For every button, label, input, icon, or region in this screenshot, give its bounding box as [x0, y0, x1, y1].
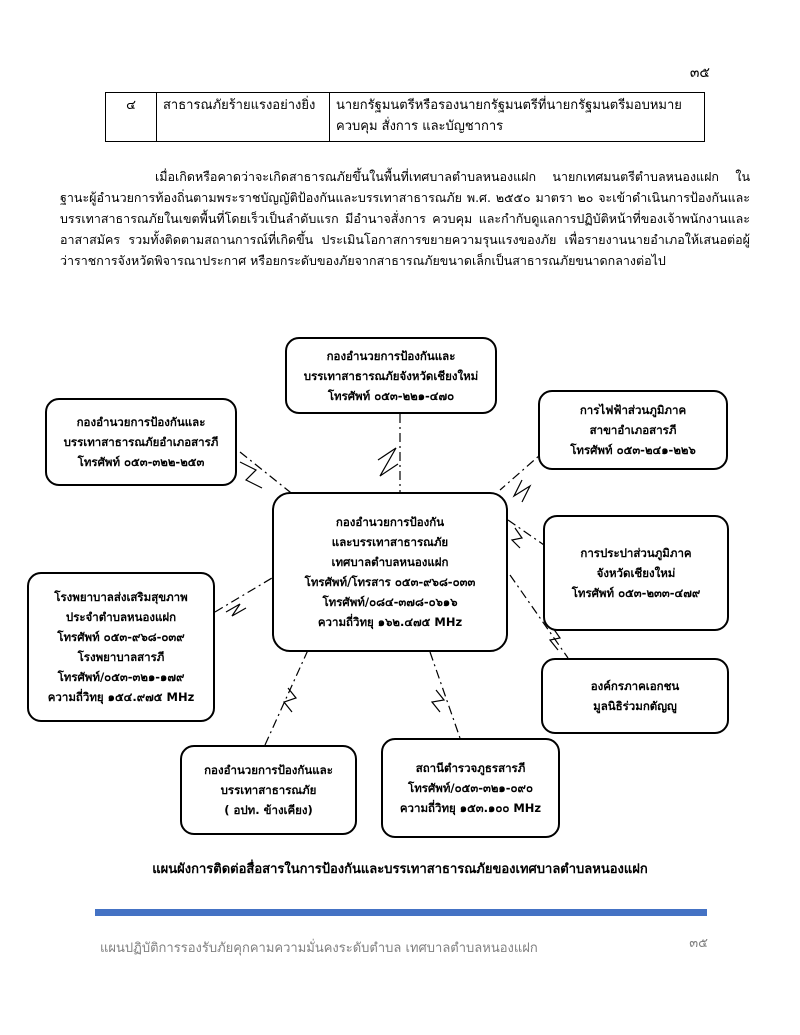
connector-bottom: [430, 652, 460, 738]
zigzag-top-right: [514, 480, 530, 502]
diagram-caption: แผนผังการติดต่อสื่อสารในการป้องกันและบรรเทาสาธารณภัยของเทศบาลตำบลหนองแฝก: [152, 862, 648, 877]
zigzag-bottom-left: [284, 688, 296, 712]
footer-page-number: ๓๕: [689, 936, 708, 951]
zigzag-bottom: [432, 690, 444, 712]
paragraph-text: เมื่อเกิดหรือคาดว่าจะเกิดสาธารณภัยขึ้นในพื้นที่เทศบาลตำบลหนองแฝก นายกเทศมนตรีตำบลหนองแฝก ในฐานะผู้อำนวยการท้องถิ่นตามพระราชบัญญัติป้องกันและบรรเทาสาธารณภัย พ.ศ. ๒๕๕๐ มาตรา ๒๐ จะเข้าดำเนินการป้องกันและบรรเทาสาธารณภัยในเขตพื้นที่โดยเร็วเป็นลำดับแรก มีอำนาจสั่งการ ควบคุม และกำกับดูแลการปฏิบัติหน้าที่ของเจ้าพนักงานและอาสาสมัคร รวมทั้งติดตามสถานการณ์ที่เกิดขึ้น ประเมินโอกาสการขยายความรุนแรงของภัย เพื่อรายงานนายอำเภอให้เสนอต่อผู้ว่าราชการจังหวัดพิจารณาประกาศ หรือยกระดับของภัยจากสาธารณภัยขนาดเล็กเป็นสาธารณภัยขนาดกลางต่อไป: [60, 169, 750, 268]
row-level: สาธารณภัยร้ายแรงอย่างยิ่ง: [157, 93, 330, 142]
box-municipal-center: กองอำนวยการป้องกัน และบรรเทาสาธารณภัย เทศบาลตำบลหนองแฝก โทรศัพท์/โทรสาร ๐๕๓-๙๖๘-๐๓๓ โทรศัพท์/๐๘๔-๓๗๘-๐๖๑๖ ความถี่วิทยุ ๑๖๒.๔๗๕ MHz: [272, 492, 508, 652]
box-private-foundation: องค์กรภาคเอกชน มูลนิธิร่วมกตัญญู: [541, 658, 729, 734]
connector-bottom-left: [265, 650, 308, 745]
box-hospitals: โรงพยาบาลส่งเสริมสุขภาพ ประจำตำบลหนองแฝก โทรศัพท์ ๐๕๓-๙๖๘-๐๓๙ โรงพยาบาลสารภี โทรศัพท์/๐๕๓-๓๒๑-๑๗๙ ความถี่วิทยุ ๑๕๔.๙๗๕ MHz: [27, 572, 215, 722]
page-number: ๓๕: [689, 65, 710, 81]
zigzag-bottom-right: [550, 628, 560, 650]
zigzag-top-left: [240, 462, 262, 488]
zigzag-left: [226, 604, 246, 616]
box-police-station: สถานีตำรวจภูธรสารภี โทรศัพท์/๐๕๓-๓๒๑-๐๙๐ ความถี่วิทยุ ๑๕๓.๑๐๐ MHz: [381, 738, 560, 838]
row-description: นายกรัฐมนตรีหรือรองนายกรัฐมนตรีที่นายกรัฐมนตรีมอบหมาย ควบคุม สั่งการ และบัญชาการ: [330, 93, 705, 142]
row-number: ๔: [106, 93, 157, 142]
box-waterworks: การประปาส่วนภูมิภาค จังหวัดเชียงใหม่ โทรศัพท์ ๐๕๓-๒๓๓-๔๗๙: [543, 515, 729, 631]
box-provincial-center: กองอำนวยการป้องกันและ บรรเทาสาธารณภัยจังหวัดเชียงใหม่ โทรศัพท์ ๐๕๓-๒๒๑-๔๗๐: [285, 337, 497, 414]
footer-rule: [95, 909, 707, 916]
zigzag-top: [378, 448, 398, 476]
footer-text: แผนปฏิบัติการรองรับภัยคุกคามความมั่นคงระดับตำบล เทศบาลตำบลหนองแฝก: [100, 941, 538, 956]
connector-left: [215, 578, 272, 612]
zigzag-right: [512, 528, 522, 548]
box-electricity: การไฟฟ้าส่วนภูมิภาค สาขาอำเภอสารภี โทรศัพท์ ๐๕๓-๒๔๑-๒๒๖: [538, 390, 728, 470]
box-neighbor-center: กองอำนวยการป้องกันและ บรรเทาสาธารณภัย ( อปท. ข้างเคียง): [180, 745, 357, 835]
box-district-center: กองอำนวยการป้องกันและ บรรเทาสาธารณภัยอำเภอสารภี โทรศัพท์ ๐๕๓-๓๒๒-๒๕๓: [45, 398, 237, 486]
